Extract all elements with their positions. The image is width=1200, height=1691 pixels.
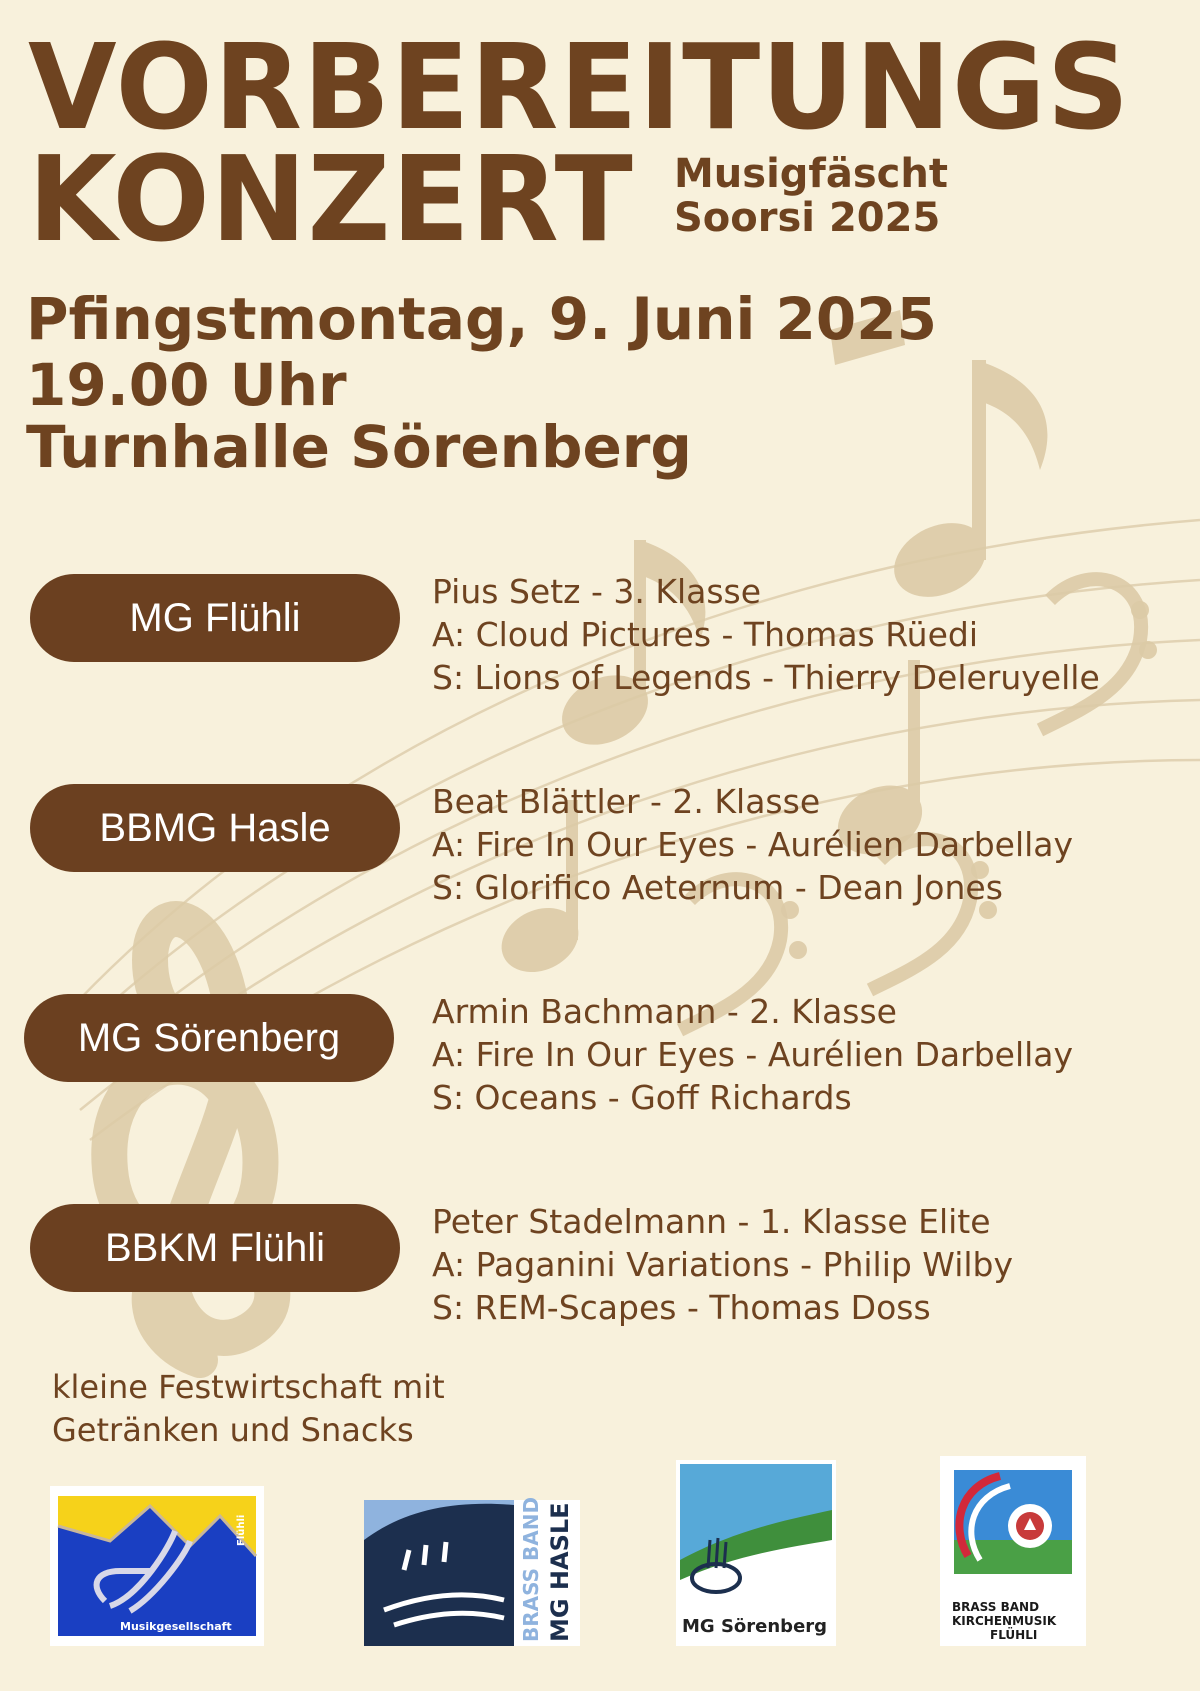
mg-fluehli-logo-place: Flühli xyxy=(236,1514,247,1546)
band-conductor: Peter Stadelmann - 1. Klasse Elite xyxy=(432,1202,991,1241)
bbkm-logo-text-2: KIRCHENMUSIK xyxy=(952,1614,1057,1628)
title-line-1: VORBEREITUNGS xyxy=(28,18,1131,156)
subtitle xyxy=(674,152,948,240)
bbmg-hasle-logo-text-1: BRASS BAND xyxy=(519,1496,543,1642)
bbkm-fluehli-emblem xyxy=(940,1456,1086,1586)
refreshments-note xyxy=(52,1366,445,1452)
subtitle-line-2: Soorsi 2025 xyxy=(674,195,941,241)
band-name-pill: MG Flühli xyxy=(30,574,400,662)
band-row-mg-soerenberg xyxy=(0,990,1200,1140)
band-piece-s: S: Lions of Legends - Thierry Deleruyelle xyxy=(432,658,1100,697)
logo-mg-fluehli xyxy=(50,1486,264,1646)
band-conductor: Armin Bachmann - 2. Klasse xyxy=(432,992,897,1031)
event-time: 19.00 Uhr xyxy=(26,351,347,419)
band-name-pill: BBMG Hasle xyxy=(30,784,400,872)
band-row-bbkm-fluehli xyxy=(0,1200,1200,1350)
band-name-pill: MG Sörenberg xyxy=(24,994,394,1082)
band-name-pill: BBKM Flühli xyxy=(30,1204,400,1292)
title-line-2: KONZERT xyxy=(28,130,634,268)
band-conductor: Beat Blättler - 2. Klasse xyxy=(432,782,821,821)
bbmg-hasle-logo-text-2: MG HASLE xyxy=(546,1502,574,1642)
band-row-mg-fluehli xyxy=(0,570,1200,720)
band-piece-a: A: Fire In Our Eyes - Aurélien Darbellay xyxy=(432,1035,1074,1074)
bbkm-logo-text-3: FLÜHLI xyxy=(990,1628,1038,1642)
note-line-1: kleine Festwirtschaft mit xyxy=(52,1368,445,1406)
mg-soerenberg-logo-text: MG Sörenberg xyxy=(682,1616,828,1637)
band-piece-a: A: Paganini Variations - Philip Wilby xyxy=(432,1245,1014,1284)
band-piece-s: S: REM-Scapes - Thomas Doss xyxy=(432,1288,931,1327)
event-venue: Turnhalle Sörenberg xyxy=(26,413,692,481)
event-date: Pfingstmontag, 9. Juni 2025 xyxy=(26,285,937,353)
band-program xyxy=(432,1200,1013,1329)
band-program xyxy=(432,990,1073,1119)
bbkm-logo-text-1: BRASS BAND xyxy=(952,1600,1040,1614)
band-piece-a: A: Cloud Pictures - Thomas Rüedi xyxy=(432,615,979,654)
band-piece-s: S: Oceans - Goff Richards xyxy=(432,1078,852,1117)
band-row-bbmg-hasle xyxy=(0,780,1200,930)
band-conductor: Pius Setz - 3. Klasse xyxy=(432,572,762,611)
mg-fluehli-logo-text: Musikgesellschaft xyxy=(120,1620,232,1633)
bbmg-hasle-emblem xyxy=(364,1500,514,1646)
band-piece-s: S: Glorifico Aeternum - Dean Jones xyxy=(432,868,1003,907)
band-program xyxy=(432,570,1100,699)
band-program xyxy=(432,780,1073,909)
mg-soerenberg-emblem xyxy=(676,1460,836,1610)
subtitle-line-1: Musigfäscht xyxy=(674,151,948,197)
logo-mg-soerenberg xyxy=(676,1460,836,1646)
note-line-2: Getränken und Snacks xyxy=(52,1411,414,1449)
band-piece-a: A: Fire In Our Eyes - Aurélien Darbellay xyxy=(432,825,1074,864)
logo-bbkm-fluehli xyxy=(940,1456,1086,1646)
logo-bbmg-hasle xyxy=(364,1496,580,1646)
